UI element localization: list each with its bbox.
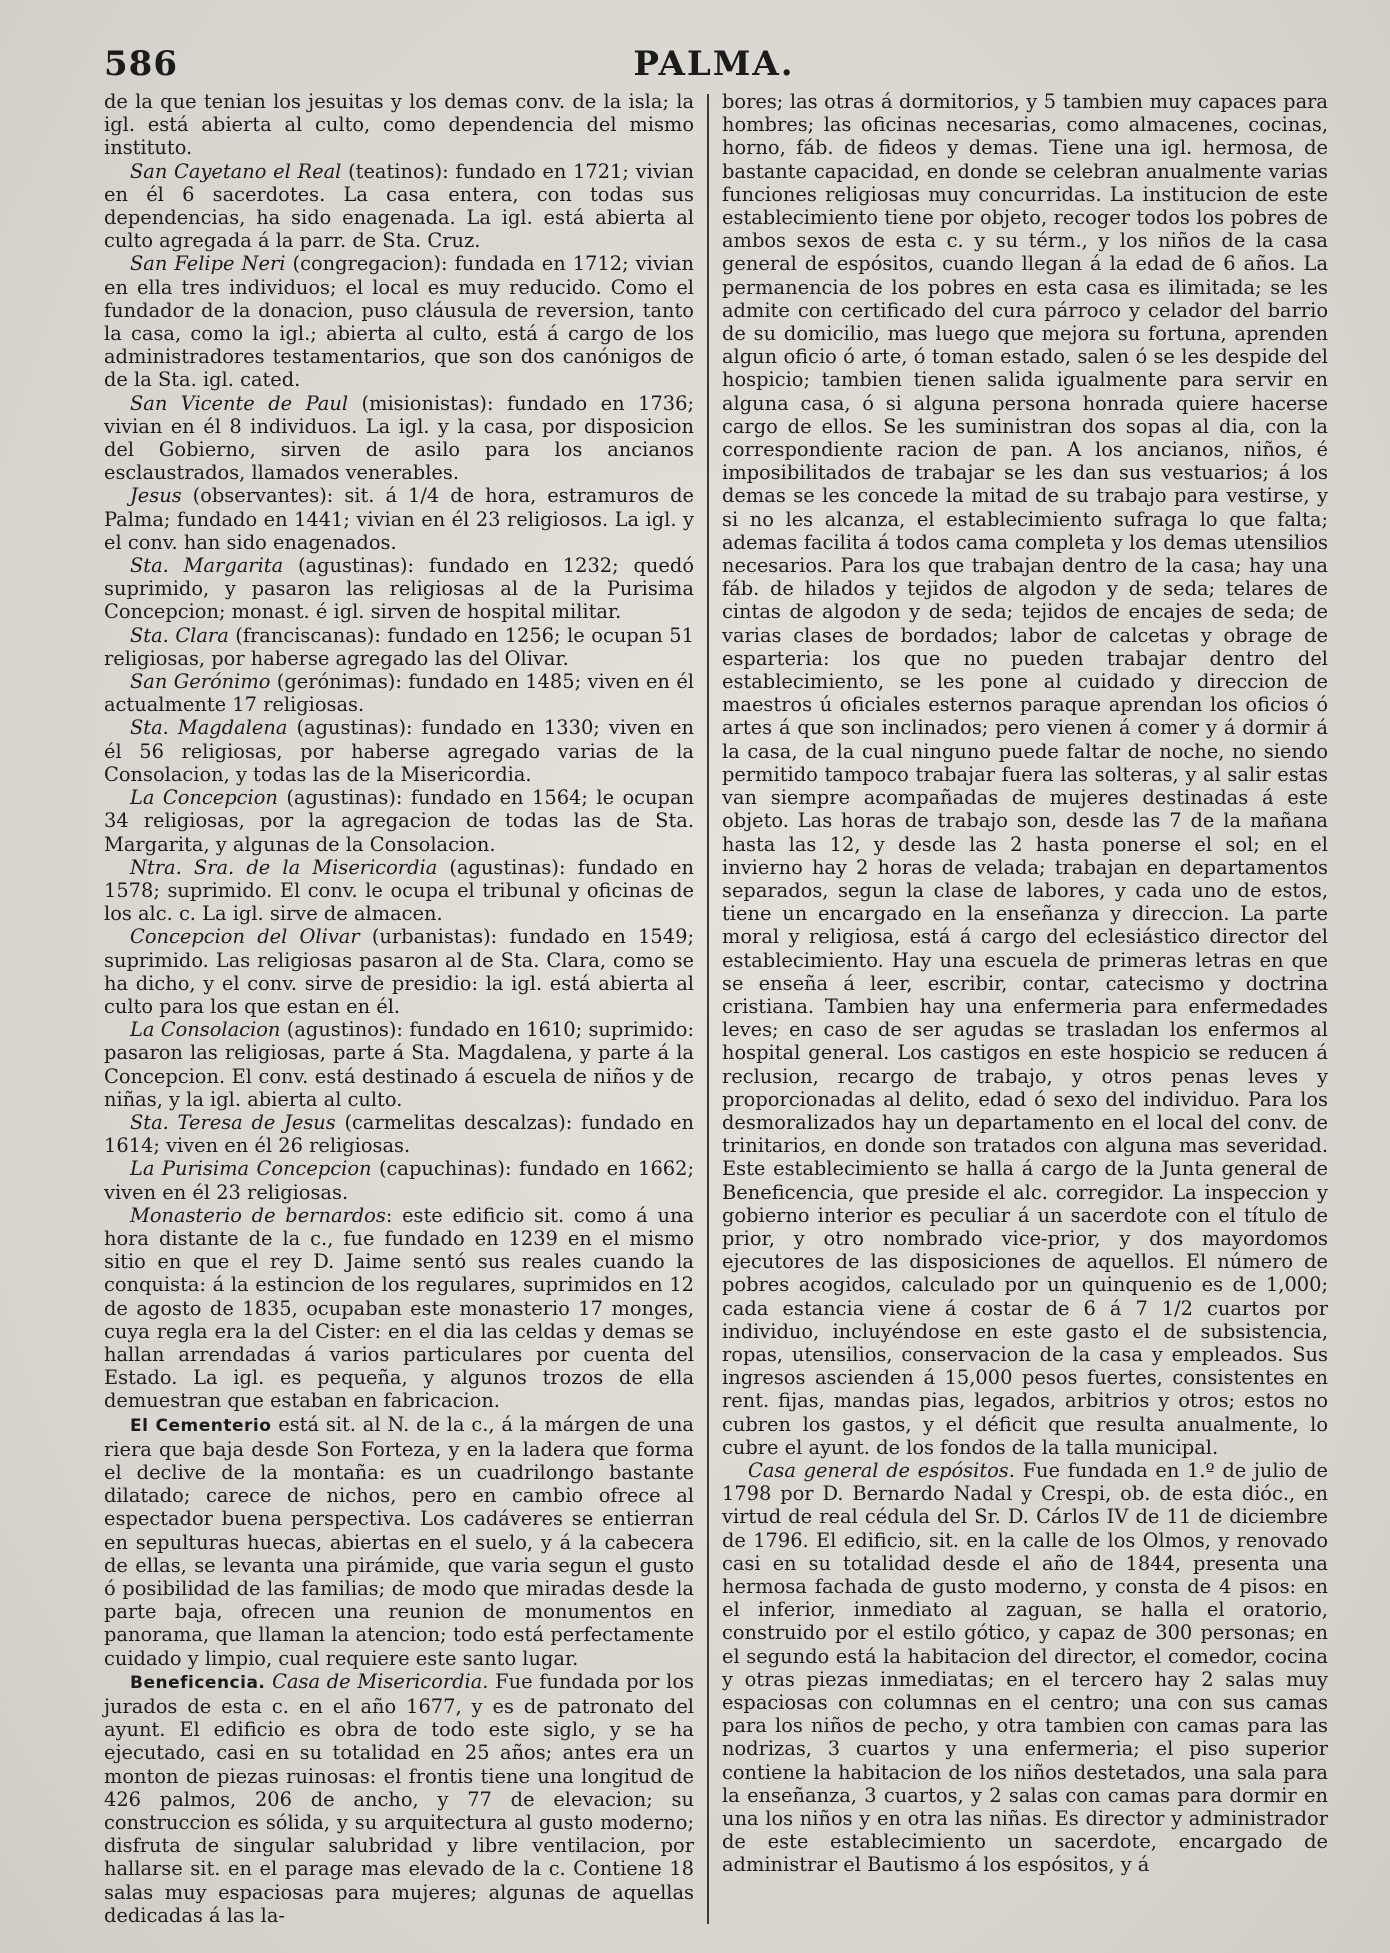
paragraph-text: de la que tenian los jesuitas y los demas conv. de la isla; la igl. está abierta al culto, como dependencia del mismo instituto. (104, 90, 694, 160)
paragraph-text: (agustinas): fundado en 1578; suprimido. El conv. le ocupa el tribunal y oficinas de los alc. c. La igl. sirve de almacen. (104, 855, 694, 926)
paragraph-heading: San Felipe Neri (130, 252, 286, 276)
paragraph-text: (gerónimas): fundado en 1485; viven en él actualmente 17 religiosas. (104, 670, 694, 717)
paragraph-heading: Jesus (130, 484, 182, 508)
paragraph-text: (agustinas): fundado en 1330; viven en él 56 religiosas, por haberse agregado varias de la Consolacion, y todas las de la Misericordia. (104, 716, 694, 786)
paragraph-text: (observantes): sit. á 1/4 de hora, estramuros de Palma; fundado en 1441; vivian en él 23 religiosos. La igl. y el conv. han sido enagenados. (104, 484, 694, 554)
paragraph-heading: Sta. Clara (130, 623, 229, 647)
paragraph (104, 1111, 694, 1157)
paragraph-heading: La Purisima Concepcion (130, 1157, 372, 1181)
paragraph (722, 90, 1328, 1459)
paragraph (104, 856, 694, 926)
paragraph-heading: Ntra. Sra. de la Misericordia (130, 855, 438, 879)
paragraph-heading: Beneficencia. (130, 1672, 266, 1693)
paragraph-heading: La Concepcion (130, 786, 278, 810)
paragraph (104, 1018, 694, 1111)
paragraph-text: : este edificio sit. como á una hora distante de la c., fue fundado en 1239 en el mismo sitio en que el rey D. Jaime sentó sus reales cuando la conquista: á la estincion de los regulares, suprimidos en 12 de agosto de 1835, ocupaban este monasterio 17 monges, cuya regla era la del Cister: en el dia las celdas y demas se hallan arrendadas á varios particulares por cuenta del Estado. La igl. es pequeña, y algunos trozos de ella demuestran que estaban en fabricacion. (104, 1203, 694, 1413)
paragraph-text: (misionistas): fundado en 1736; vivian en él 8 individuos. La igl. y la casa, por disposicion del Gobierno, sirven de asilo para los ancianos esclaustrados, llamados venerables. (104, 391, 694, 485)
paragraph-heading: Monasterio de bernardos (130, 1203, 386, 1227)
paragraph-heading: Sta. Teresa de Jesus (130, 1110, 336, 1134)
paragraph-text: (agustinos): fundado en 1610; suprimido: pasaron las religiosas, parte á Sta. Magdalena, y parte á la Concepcion. El conv. está destinado á escuela de niños y de niñas, y la igl. abierta al culto. (104, 1018, 695, 1111)
running-title: PALMA. (633, 44, 795, 84)
paragraph-heading: La Consolacion (130, 1018, 281, 1042)
page-number: 586 (104, 44, 178, 84)
paragraph (104, 160, 694, 253)
paragraph-text: (capuchinas): fundado en 1662; viven en él 23 religiosas. (104, 1157, 695, 1204)
paragraph-heading: San Vicente de Paul (130, 391, 349, 415)
paragraph (104, 716, 694, 786)
paragraph-text: (franciscanas): fundado en 1256; le ocupan 51 religiosas, por haberse agregado las del Olivar. (104, 623, 694, 670)
paragraph-heading: Sta. Margarita (130, 554, 284, 578)
paragraph (104, 1157, 694, 1203)
paragraph-heading: El Cementerio (130, 1415, 272, 1436)
paragraph (104, 90, 694, 160)
right-column (722, 90, 1328, 1877)
paragraph-text: está sit. al N. de la c., á la márgen de una riera que baja desde Son Forteza, y en la ladera que forma el declive de la montaña: es un cuadrilongo bastante dilatado; carece de nichos, pero en cambio ofrece al espectador buena perspectiva. Los cadáveres se entierran en sepulturas huecas, abiertas en el suelo, y á la cabecera de ellas, se levanta una pirámide, que varia segun el gusto ó posibilidad de las familias; de modo que miradas desde la parte baja, ofrecen una reunion de monumentos en panorama, que llaman la atencion; todo está perfectamente cuidado y limpio, cual requiere este santo lugar. (104, 1412, 694, 1670)
paragraph-text: Fue fundada en 1.º de julio de 1798 por D. Bernardo Nadal y Crespi, ob. de esta dióc., en virtud de real cédula del Sr. D. Cárlos IV de 11 de diciembre de 1796. El edificio, sit. en la calle de los Olmos, y renovado casi en su totalidad desde el año de 1844, presenta una hermosa fachada de gusto moderno, y consta de 4 pisos: en el inferior, inmediato al zaguan, se halla el oratorio, construido por el estilo gótico, y capaz de 300 personas; en el segundo está la habitacion del director, el comedor, cocina y otras piezas inmediatas; en el tercero hay 2 salas muy espaciosas con columnas en el centro; una con sus camas para los niños de pecho, y otra tambien con camas para las nodrizas, 3 cuartos y una enfermeria; el piso superior contiene la habitacion de los niños destetados, una sala para la enseñanza, 3 cuartos, y 2 salas con camas para dormir en una los niños y en otra las niñas. Es director y administrador de este establecimiento un sacerdote, encargado de administrar el Bautismo á los espósitos, y á (722, 1458, 1328, 1877)
paragraph-heading: Sta. Magdalena (130, 716, 288, 740)
paragraph-text: (carmelitas descalzas): fundado en 1614; viven en él 26 religiosas. (104, 1110, 694, 1158)
paragraph-text: (agustinas): fundado en 1232; quedó suprimido, y pasaron las religiosas al de la Purisima Concepcion; monast. é igl. sirven de hospital militar. (104, 554, 694, 624)
paragraph-text: Fue fundada por los jurados de esta c. en el año 1677, y es de patronato del ayunt. El edificio es obra de todo este siglo, y se ha ejecutado, casi en su totalidad en 25 años; antes era un monton de piezas ruinosas: el frontis tiene una longitud de 426 palmos, 206 de ancho, y 77 de elevacion; su construccion es sólida, y su arquitectura al gusto moderno; disfruta de singular salubridad y libre ventilacion, por hallarse sit. en el parage mas elevado de la c. Contiene 18 salas muy espaciosas para mujeres; algunas de aquellas dedicadas á las la- (104, 1669, 694, 1927)
paragraph-text: (congregacion): fundada en 1712; vivian en ella tres individuos; el local es muy reducido. Como el fundador de la donacion, puso cláusula de reversion, tanto la casa, como la igl.; abierta al culto, está á cargo de los administradores testamentarios, que son dos canónigos de de la Sta. igl. cated. (104, 252, 695, 392)
paragraph-text: (urbanistas): fundado en 1549; suprimido. Las religiosas pasaron al de Sta. Clara, como se ha dicho, y el conv. sirve de presidio: la igl. está abierta al culto para los que estan en él. (104, 925, 694, 1018)
paragraph-heading: San Gerónimo (130, 670, 271, 694)
paragraph-heading: San Cayetano el Real (130, 159, 342, 183)
column-divider (707, 94, 709, 1924)
paragraph (722, 1459, 1328, 1877)
paragraph-text: (agustinas): fundado en 1564; le ocupan 34 religiosas, por la agregacion de todas las de Sta. Margarita, y algunas de la Consolacion. (104, 786, 694, 856)
paragraph (104, 1670, 694, 1927)
paragraph (104, 786, 694, 856)
paragraph (104, 554, 694, 624)
paragraph (104, 484, 694, 554)
paragraph (104, 1413, 694, 1670)
paragraph (104, 925, 694, 1018)
paragraph (104, 1204, 694, 1413)
paragraph-text: bores; las otras á dormitorios, y 5 tambien muy capaces para hombres; las oficinas necesarias, como almacenes, cocinas, horno, fáb. de fideos y demas. Tiene una igl. hermosa, de bastante capacidad, en donde se celebran anualmente varias funciones religiosas muy concurridas. La institucion de este establecimiento tiene por objeto, recoger todos los pobres de ambos sexos de esta c. y su térm., y los niños de la casa general de espósitos, cuando llegan á la edad de 6 años. La permanencia de los pobres en esta casa es ilimitada; se les admite con certificado del cura párroco y celador del barrio de su domicilio, mas luego que mejora su fortuna, aprenden algun oficio ó arte, ó toman estado, salen ó se les despide del hospicio; tambien tienen salida igualmente para servir en alguna casa, ó si alguna persona honrada quiere hacerse cargo de ellos. Se les suministran dos sopas al dia, con la correspondiente racion de pan. A los ancianos, niños, é imposibilitados de trabajar se les dan sus vestuarios; á los demas se les concede la mitad de su trabajo para vestirse, y si no les alcanza, el establecimiento sufraga lo que falta; ademas facilita á todos cama completa y los demas utensilios necesarios. Para los que trabajan dentro de la casa; hay una fáb. de hilados y tejidos de algodon y de seda; telares de cintas de algodon y de seda; tejidos de encajes de seda; de varias clases de bordados; labor de calcetas y obrage de esparteria: los que no pueden trabajar dentro del establecimiento, se les pone al cuidado y direccion de maestros ú oficiales esternos paraque aprendan los oficios ó artes á que son inclinados; pero vienen á comer y á dormir á la casa, de la cual ninguno puede faltar de noche, no siendo permitido tampoco trabajar fuera las solteras, y al salir estas van siempre acompañadas de mujeres destinadas á este objeto. Las horas de trabajo son, desde las 7 de la mañana hasta las 12, y desde las 2 hasta ponerse el sol; en el invierno hay 2 horas de velada; trabajan en departamentos separados, segun la clase de labores, y cada uno de estos, tiene un encargado en la enseñanza y direccion. La parte moral y religiosa, está á cargo del eclesiástico director del establecimiento. Hay una escuela de primeras letras en que se enseña á leer, escribir, contar, catecismo y doctrina cristiana. Tambien hay una enfermeria para enfermedades leves; en caso de ser agudas se trasladan los enfermos al hospital general. Los castigos en este hospicio se reducen á reclusion, recargo de trabajo, y otros penas leves y proporcionadas al delito, edad ó sexo del individuo. Para los desmoralizados hay un departamento en el local del conv. de trinitarios, en donde son tratados con alguna mas severidad. Este establecimiento se halla á cargo de la Junta general de Beneficencia, que preside el alc. corregidor. La inspeccion y gobierno interior es peculiar á un sacerdote con el título de prior, y otro nombrado vice-prior, y dos mayordomos ejecutores de las disposiciones de aquellos. El número de pobres acogidos, calculado por un quinquenio es de 1,000; cada estancia viene á costar de 6 á 7 1/2 cuartos por individuo, incluyéndose en este gasto el de subsistencia, ropas, utensilios, conservacion de la casa y empleados. Sus ingresos ascienden á 15,000 pesos fuertes, consistentes en rent. fijas, mandas pias, legados, arbitrios y otros; estos no cubren los gastos, y el déficit que resulta anualmente, lo cubre el ayunt. de los fondos de la talla municipal. (722, 90, 1328, 1459)
paragraph (104, 252, 694, 391)
left-column (104, 90, 694, 1927)
page-header (104, 44, 1324, 94)
paragraph (104, 624, 694, 670)
paragraph-heading: Casa general de espósitos. (748, 1458, 1015, 1482)
paragraph-heading: Concepcion del Olivar (130, 925, 360, 949)
paragraph-text: (teatinos): fundado en 1721; vivian en él 6 sacerdotes. La casa entera, con todas sus dependencias, ha sido enagenada. La igl. está abierta al culto agregada á la parr. de Sta. Cruz. (104, 159, 694, 253)
paragraph (104, 670, 694, 716)
paragraph (104, 392, 694, 485)
paragraph-subheading: Casa de Misericordia. (272, 1669, 489, 1693)
